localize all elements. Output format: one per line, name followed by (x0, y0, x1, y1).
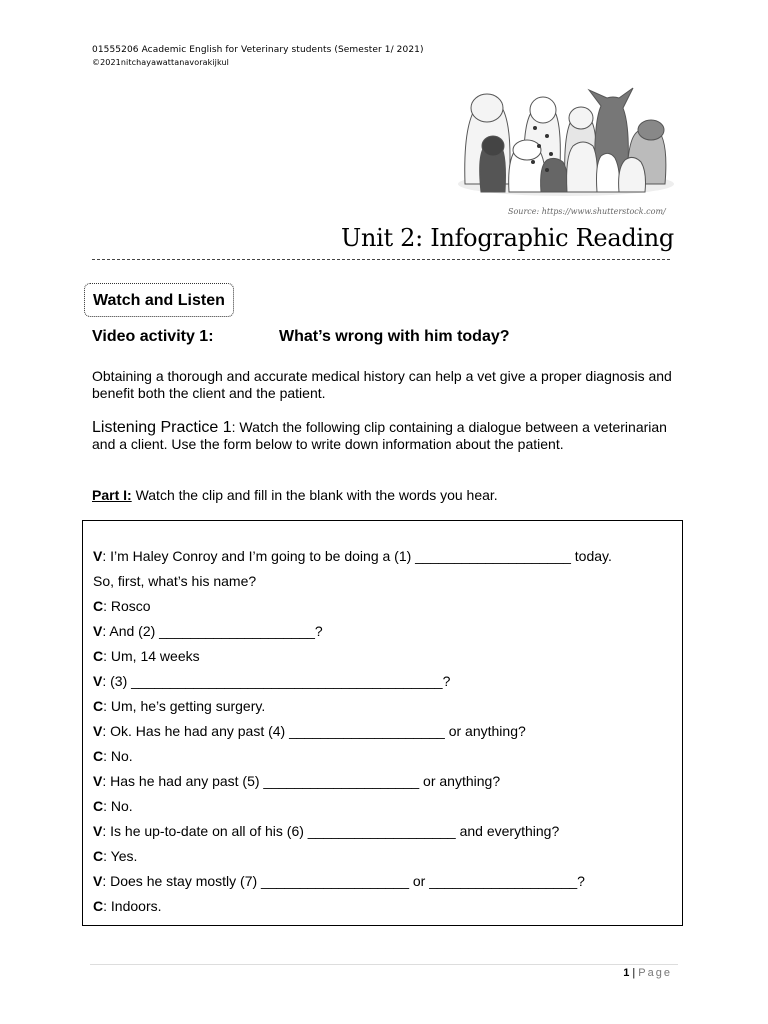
dialogue-line: So, first, what’s his name? (93, 573, 257, 589)
course-header: 01555206 Academic English for Veterinary students (Semester 1/ 2021) (92, 45, 424, 55)
video-activity-label: Video activity 1: (92, 328, 214, 345)
image-source: Source: https://www.shutterstock.com/ (508, 207, 666, 216)
dialogue-line: V: Has he had any past (5) ____________________ or anything? (93, 773, 501, 789)
dialogue-box (82, 520, 683, 926)
listening-practice-text: : Watch the following clip containing a dialogue between a veterinarian and a client. Use the form below to write down information about the patient. (92, 419, 667, 452)
part-instruction (92, 487, 498, 504)
dialogue-line: V: Ok. Has he had any past (4) ____________________ or anything? (93, 723, 526, 739)
copyright-line: ©2021nitchayawattanavorakijkul (92, 58, 229, 67)
video-activity-title: What’s wrong with him today? (279, 328, 510, 345)
dialogue-line: V: (3) ________________________________________? (93, 673, 451, 689)
unit-title: Unit 2: Infographic Reading (341, 224, 674, 252)
intro-paragraph: Obtaining a thorough and accurate medical history can help a vet give a proper diagnosis and benefit both the client and the patient. (92, 368, 672, 401)
footer-divider (90, 964, 678, 965)
listening-practice-paragraph (92, 419, 692, 453)
section-box: Watch and Listen (84, 283, 234, 317)
part-label: Part I: (92, 487, 132, 503)
part-text: Watch the clip and fill in the blank with the words you hear. (131, 487, 498, 503)
dialogue-line: C: No. (93, 748, 133, 764)
video-activity-heading (92, 328, 510, 346)
dogs-illustration (455, 84, 677, 202)
dialogue-line: V: And (2) ____________________? (93, 623, 323, 639)
dialogue-line: V: Does he stay mostly (7) ___________________ or ___________________? (93, 873, 585, 889)
dialogue-line: V: Is he up-to-date on all of his (6) ___________________ and everything? (93, 823, 560, 839)
dialogue-line: C: Rosco (93, 598, 151, 614)
dialogue-line: C: Um, he’s getting surgery. (93, 698, 266, 714)
dialogue-line: C: Yes. (93, 848, 138, 864)
dialogue-line: V: I’m Haley Conroy and I’m going to be doing a (1) ____________________ today. (93, 548, 612, 564)
dialogue-line: C: No. (93, 798, 133, 814)
dialogue-line: C: Indoors. (93, 898, 162, 914)
page-number: 1 | Page (623, 967, 672, 979)
listening-practice-label: Listening Practice 1 (92, 419, 232, 436)
dashed-divider (92, 259, 670, 260)
dialogue-line: C: Um, 14 weeks (93, 648, 200, 664)
